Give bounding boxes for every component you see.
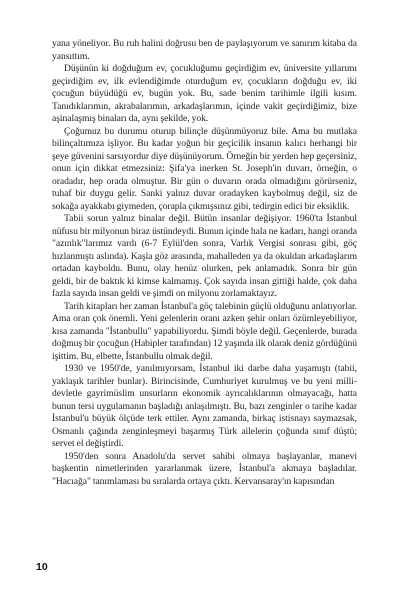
paragraph-2: Düşünün ki doğduğum ev, çocukluğumu geçirdiğim ev, üniversite yıllarımı geçirdiğim ev, ilk evlendiğimde oturduğum ev, çocukların doğduğu ev, iki çocuğun büyüdüğü ev, bugün yok. Bu, sade benim tarihimle ilgili kısım. Tanıdıklarımın, akrabalarımın, arkadaşlarımın, içinde vakit geçirdiğimiz, bize aşinalaşmış binaları da, aynı şekilde, yok. [52, 63, 357, 124]
paragraph-3: Çoğumuz bu durumu oturup bilinçle düşünmüyoruz bile. Ama bu mutlaka bilinçaltımıza işliyor. Bu kadar yoğun bir geçicilik insanın kalıcı herhangi bir şeye güvenini sarsıyordur diye düşünüyorum. Örneğin bir yerden hep geçersiniz, onun için dikkat etmezsiniz: Şifa'ya inerken St. Joseph'in duvarı, örneğin, o oradadır, hep orada olmuştur. Bir gün o duvarın orada olmadığını görürseniz, tuhaf bir duygu gelir. Sanki yalnız duvar oradayken kaybolmuş değil, siz de sokağa ayakkabı giymeden, çorapla çıkmışsınız gibi, tedirgin edici bir eksiklik. [52, 125, 357, 212]
paragraph-5: Tarih kitapları her zaman İstanbul'a göç talebinin güçlü olduğunu anlatıyorlar. Ama oran çok önemli. Yeni gelenlerin oranı azken şehir onları özümleyebiliyor, kısa zamanda "İstanbullu" yapabiliyordu. Şimdi böyle değil. Geçenlerde, burada doğmuş bir çocuğun (Habipler tarafından) 12 yaşında ilk olarak deniz gördüğünü işittim. Bu, elbette, İstanbullu olmak değil. [52, 300, 357, 362]
paragraph-4: Tabii sorun yalnız binalar değil. Bütün insanlar değişiyor. 1960'ta İstanbul nüfusu bir milyonun biraz üstündeydi. Bunun içinde hala ne kadarı, hangi oranda "azınlık"larımız vardı (6-7 Eylül'den sonra, Varlık Vergisi sonrası gibi, göç hızlanmıştı aslında). Kaşla göz arasında, mahalleden ya da okuldan arkadaşlarım ortadan kayboldu. Bunu, olay henüz olurken, pek anlamadık. Sonra bir gün geldi, bir de baktık ki kimse kalmamış. Çok sayıda insan gittiği halde, çok daha fazla sayıda insan geldi ve şimdi on milyonu zorlamaktayız. [52, 213, 357, 299]
page-number: 10 [36, 561, 48, 573]
paragraph-1: yana yöneliyor. Bu ruh halini doğrusu ben de paylaşıyorum ve sanırım kitaba da yansıttım. [52, 38, 357, 62]
paragraph-7: 1950'den sonra Anadolu'da servet sahibi olmaya başlayanlar, manevi başkentin nimetlerinden yararlanmak üzere, İstanbul'a akmaya başladılar. "Hacıağa" tanımlaması bu sıralarda ortaya çıktı. Kervansaray'ın kapısından [52, 450, 357, 487]
paragraph-6: 1930 ve 1950'de, yanılmıyorsam, İstanbul iki darbe daha yaşamıştı (tabii, yaklaşık tarihler bunlar). Birincisinde, Cumhuriyet kurulmuş ve bu yeni milli-devletle gayrimüslim unsurların ekonomik ayrıcalıklarının olmayacağı, hatta bunun tersi uygulamanın başladığı anlaşılmıştı. Bu, bazı zenginler o tarihe kadar İstanbul'u büyük ölçüde terk ettiler. Aynı zamanda, birkaç istisnayı saymazsak, Osmanlı çağında zenginleşmeyi başarmış Türk ailelerin çoğunda sınıf düştü; servet el değiştirdi. [52, 363, 357, 449]
body-text [52, 38, 357, 488]
